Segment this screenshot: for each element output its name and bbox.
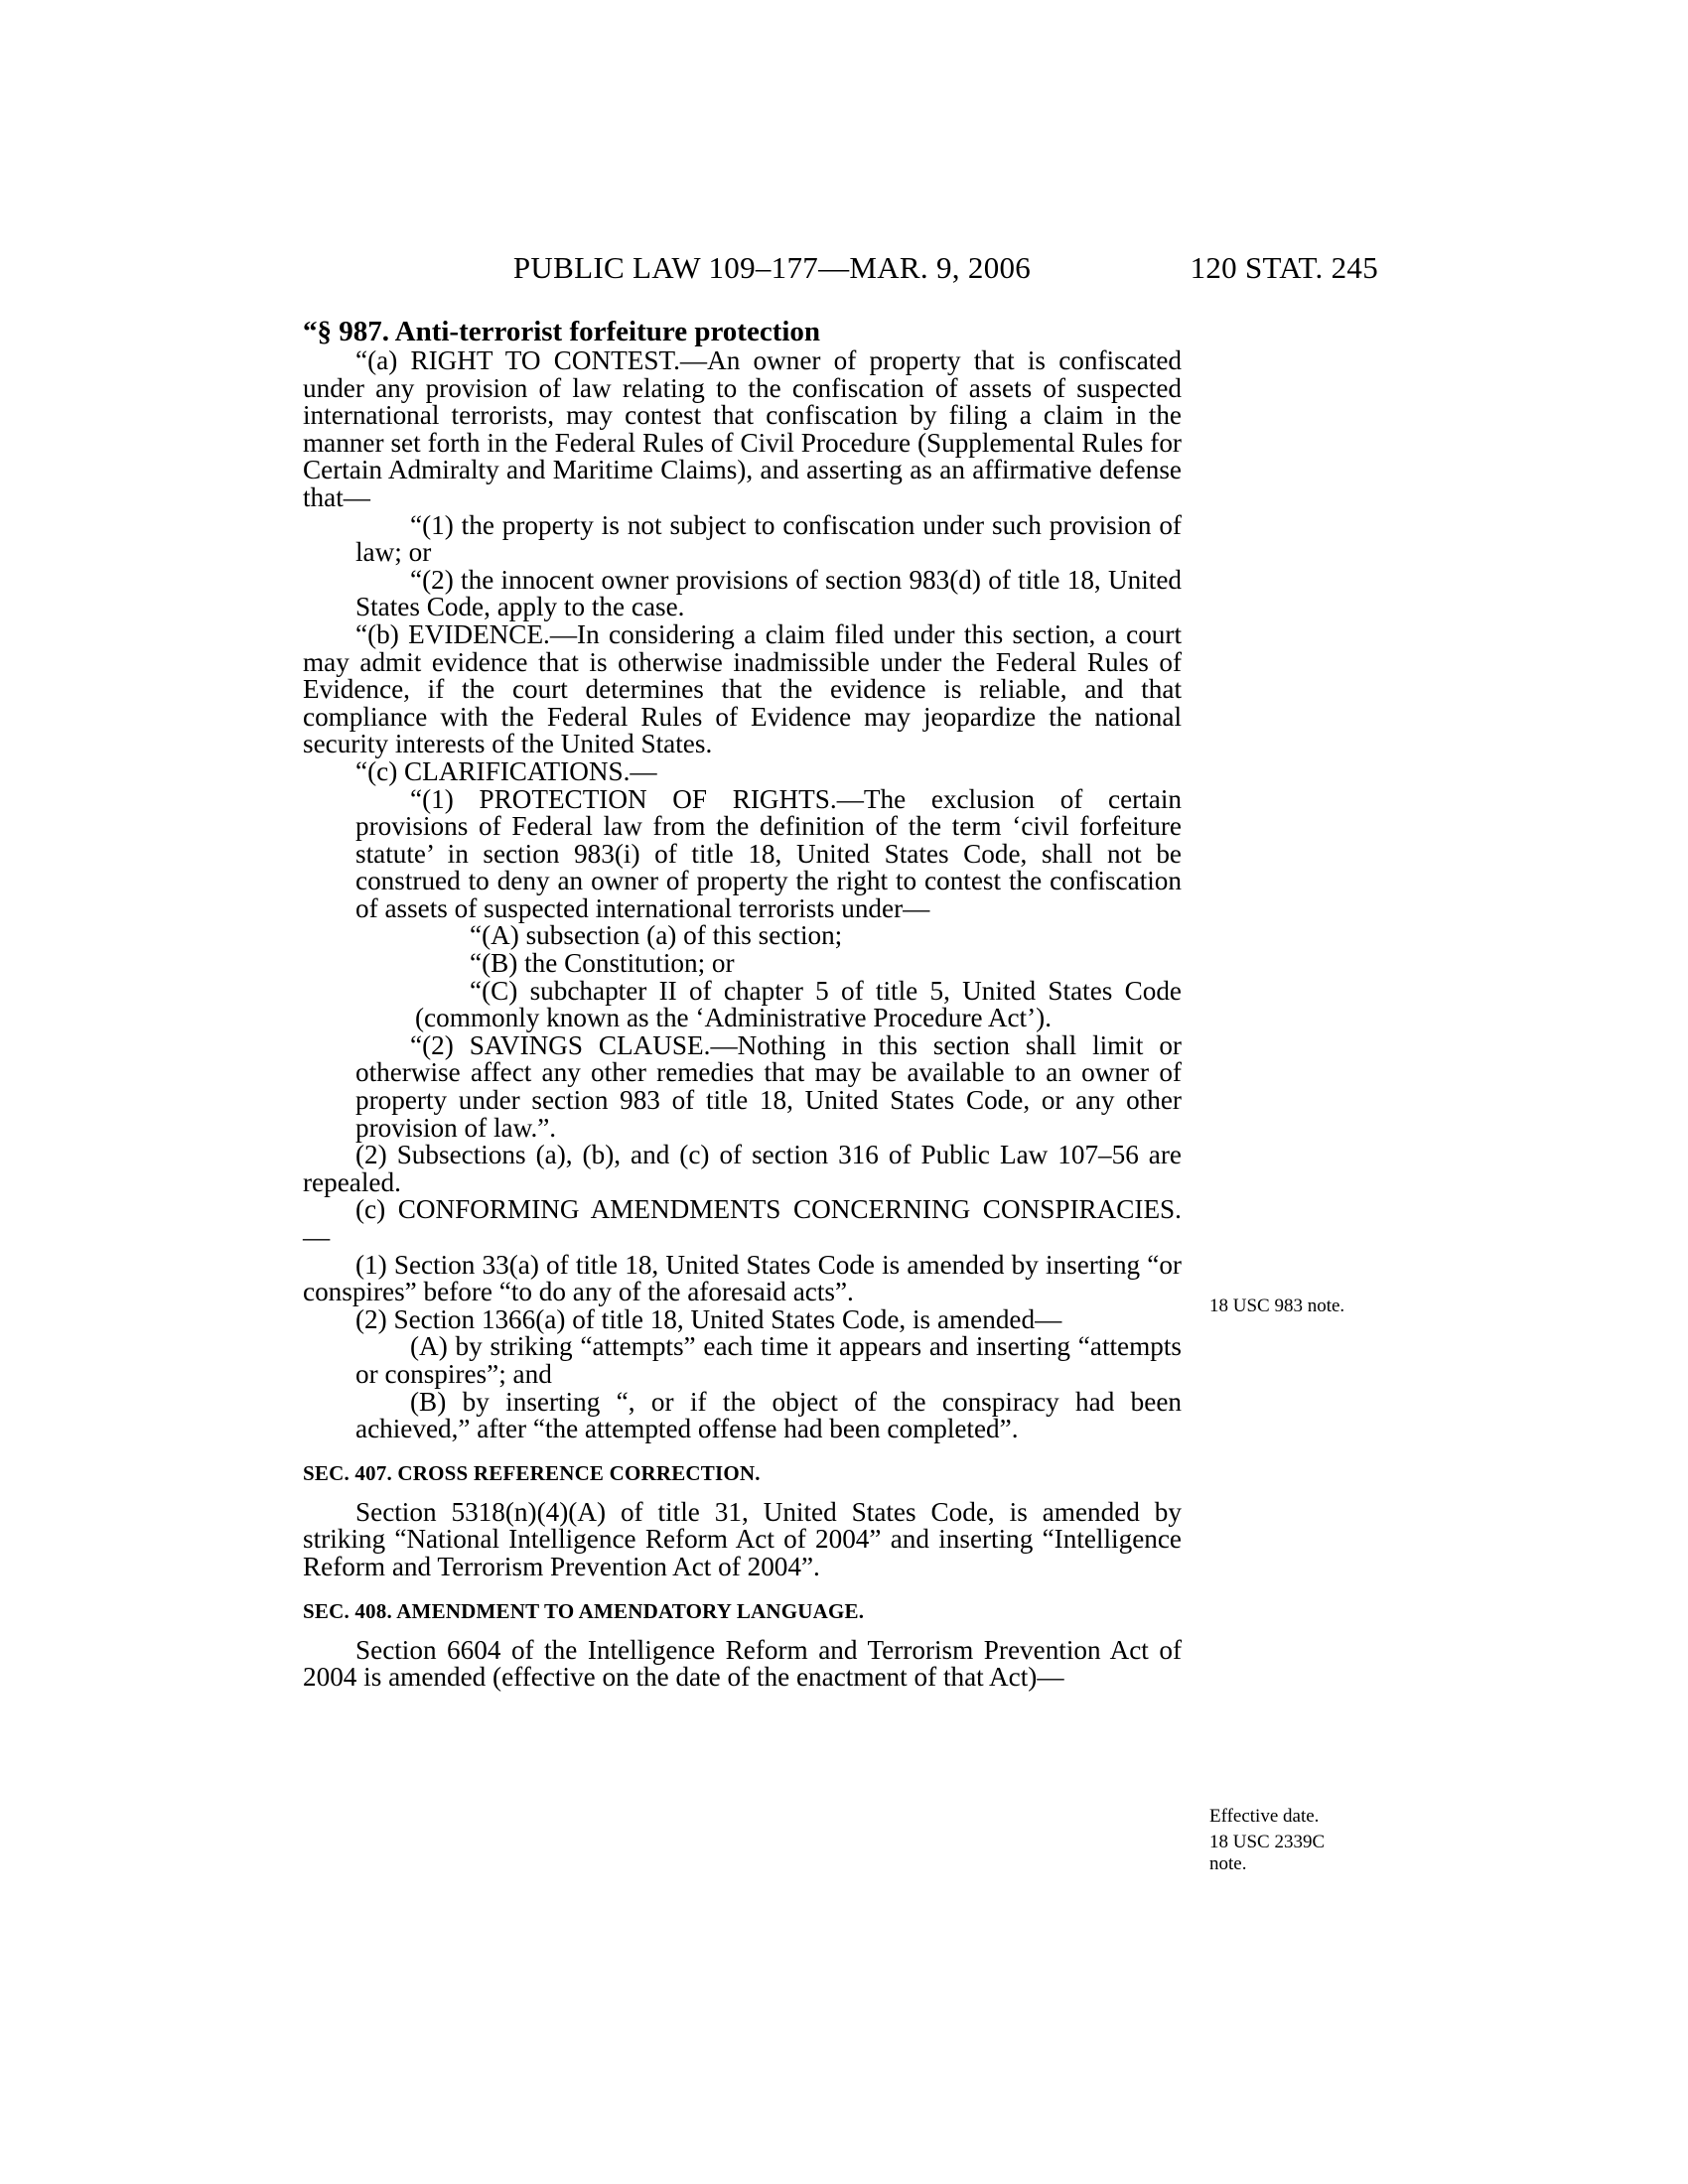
running-header <box>303 250 1378 290</box>
subsection-c-conforming-number: (c) <box>355 1194 398 1225</box>
conforming-paragraph-1: (1) Section 33(a) of title 18, United States Code is amended by inserting “or conspires” before “to do any of the aforesaid acts”. <box>303 1249 1182 1307</box>
section-407-text: Section 5318(n)(4)(A) of title 31, United States Code, is amended by striking “National Intelligence Reform Act of 2004” and inserting “Intelligence Reform and Terrorism Prevention Act of 2004”. <box>303 1496 1182 1581</box>
margin-note-18usc983: 18 USC 983 note. <box>1209 1296 1345 1316</box>
paragraph-c2-text: —Nothing in this section shall limit or otherwise affect any other remedies that may be available to an owner of property under section 983 of title 18, United States Code, or any other provision of law.”. <box>355 1029 1182 1143</box>
subparagraph-c1C: “(C) subchapter II of chapter 5 of title 5, United States Code (commonly known as the ‘Administrative Procedure Act’). <box>415 975 1182 1033</box>
paragraph-c1-text: —The exclusion of certain provisions of Federal law from the definition of the term ‘civil forfeiture statute’ in section 983(i) of title 18, United States Code, shall not be construed to deny an owner of property the right to contest the confiscation of assets of suspected international terrorists under— <box>355 783 1182 923</box>
subsection-a <box>303 347 1182 512</box>
subparagraph-c1A: “(A) subsection (a) of this section; <box>470 920 843 951</box>
subsection-a-heading: RIGHT TO CONTEST. <box>410 345 680 375</box>
subsection-c-conforming <box>303 1196 1182 1251</box>
subsection-c-dash: — <box>630 755 657 786</box>
subsection-a-number: “(a) <box>355 345 411 375</box>
section-408-text: Section 6604 of the Intelligence Reform and Terrorism Prevention Act of 2004 is amended (effective on the date of the enactment of that Act)— <box>303 1634 1182 1693</box>
margin-note-note: note. <box>1209 1853 1247 1874</box>
subsection-b-heading: EVIDENCE. <box>408 618 550 649</box>
paragraph-c1-heading: PROTECTION OF RIGHTS. <box>479 783 837 814</box>
subsection-c-conforming-heading: CONFORMING AMENDMENTS CONCERNING CONSPIRACIES. <box>397 1194 1182 1225</box>
subsection-b <box>303 618 1182 759</box>
subparagraph-c1B: “(B) the Constitution; or <box>470 948 735 979</box>
subsection-c <box>303 755 1182 786</box>
subsection-c-number: “(c) <box>355 755 405 786</box>
section-987-heading: “§ 987. Anti-terrorist forfeiture protection <box>303 316 821 347</box>
header-page-number: 120 STAT. 245 <box>1190 250 1378 285</box>
subsection-c-heading: CLARIFICATIONS. <box>404 755 631 786</box>
conforming-paragraph-2: (2) Section 1366(a) of title 18, United States Code, is amended— <box>355 1303 1062 1334</box>
paragraph-c2-number: “(2) <box>410 1029 470 1060</box>
paragraph-c1 <box>303 783 1182 923</box>
margin-note-effective-date: Effective date. <box>1209 1806 1320 1827</box>
subsection-b-number: “(b) <box>355 618 409 649</box>
conforming-subparagraph-A: (A) by striking “attempts” each time it appears and inserting “attempts or conspires”; and <box>355 1331 1182 1389</box>
margin-note-18usc2339c: 18 USC 2339C <box>1209 1832 1326 1852</box>
subsection-c-conforming-dash: — <box>303 1222 331 1252</box>
conforming-subparagraph-B: (B) by inserting “, or if the object of the conspiracy had been achieved,” after “the attempted offense had been completed”. <box>355 1386 1182 1444</box>
paragraph-a1: “(1) the property is not subject to confiscation under such provision of law; or <box>355 509 1182 568</box>
paragraph-2-repeal: (2) Subsections (a), (b), and (c) of section 316 of Public Law 107–56 are repealed. <box>303 1140 1182 1197</box>
subsection-a-text: —An owner of property that is confiscated under any provision of law relating to the confiscation of assets of suspected international terrorists, may contest that confiscation by filing a claim in the manner set forth in the Federal Rules of Civil Procedure (Supplemental Rules for Certain Admiralty and Maritime Claims), and asserting as an affirmative defense that— <box>303 345 1182 512</box>
header-title: PUBLIC LAW 109–177—MAR. 9, 2006 <box>512 250 1032 285</box>
subsection-b-text: —In considering a claim filed under this section, a court may admit evidence that is otherwise inadmissible under the Federal Rules of Evidence, if the court determines that the evidence is reliable, and that compliance with the Federal Rules of Evidence may jeopardize the national security interests of the United States. <box>303 618 1182 759</box>
paragraph-c1-number: “(1) <box>410 783 480 814</box>
paragraph-c2 <box>303 1029 1182 1143</box>
document-body <box>303 316 1182 1692</box>
paragraph-a2: “(2) the innocent owner provisions of section 983(d) of title 18, United States Code, apply to the case. <box>355 564 1182 622</box>
section-408-title: SEC. 408. AMENDMENT TO AMENDATORY LANGUAGE. <box>303 1598 865 1623</box>
paragraph-c2-heading: SAVINGS CLAUSE. <box>469 1029 711 1060</box>
section-407-title: SEC. 407. CROSS REFERENCE CORRECTION. <box>303 1460 761 1485</box>
